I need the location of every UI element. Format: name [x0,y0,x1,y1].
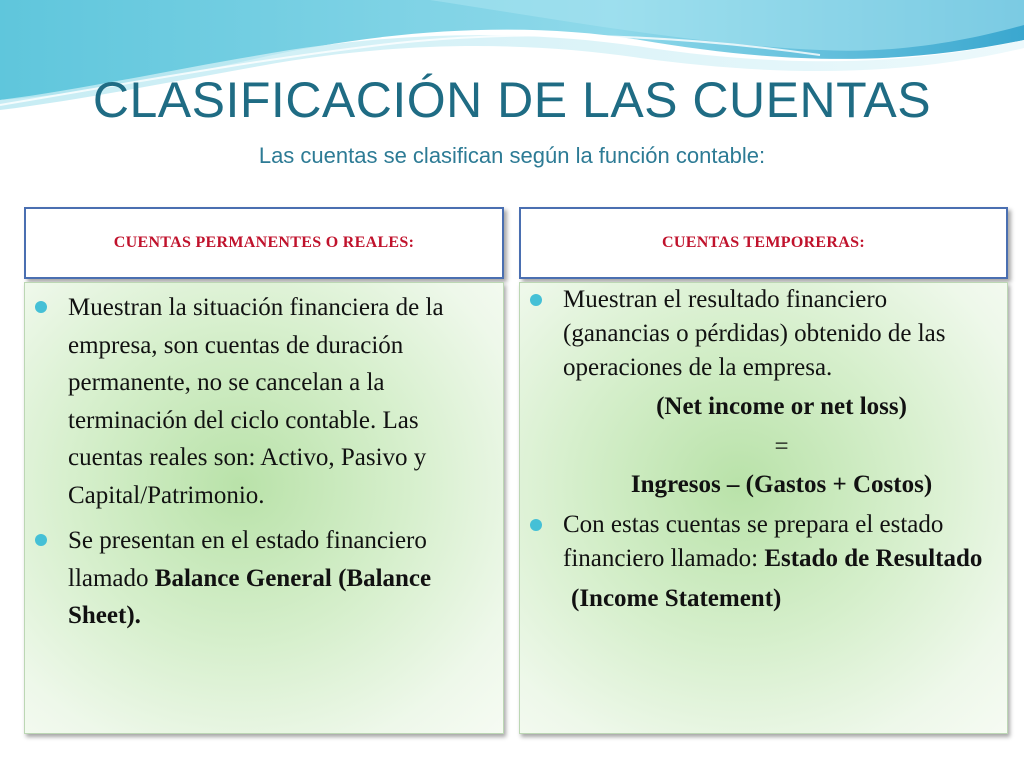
temporary-accounts-list [530,283,1000,616]
permanent-bullet-1-text: Muestran la situación financiera de la empresa, son cuentas de duración permanente, no se cancelan a la terminación del ciclo contable. Las cuentas reales son: Activo, Pasivo y Capital/Patrimonio. [68,294,444,509]
temporary-accounts-header-label: CUENTAS TEMPORERAS: [662,234,865,251]
income-statement-english: (Income Statement) [571,585,782,612]
slide-title: CLASIFICACIÓN DE LAS CUENTAS [92,72,932,128]
bullet-icon [530,294,542,306]
list-item [530,508,1000,616]
slide-subtitle: Las cuentas se clasifican según la función contable: [258,143,766,168]
temporary-bullet-2-text: Con estas cuentas se prepara el estado financiero llamado: [563,511,944,572]
permanent-accounts-header-label: CUENTAS PERMANENTES O REALES: [113,234,415,251]
equals-sign: = [774,433,789,460]
permanent-accounts-header [24,207,504,279]
temporary-bullet-1-text: Muestran el resultado financiero (ganancias o pérdidas) obtenido de las operaciones de la empresa. [563,286,946,381]
income-formula: Ingresos – (Gastos + Costos) [630,471,933,498]
list-item [35,522,495,635]
temporary-accounts-panel [519,282,1008,734]
net-income-formula-label: (Net income or net loss) [656,393,907,420]
bullet-icon [35,301,47,313]
permanent-accounts-list [35,289,495,635]
balance-sheet-label: Balance General (Balance Sheet). [68,564,432,629]
list-item [35,289,495,514]
temporary-accounts-header [519,207,1008,279]
bullet-icon [35,534,47,546]
income-statement-label: Estado de Resultado [764,545,983,572]
bullet-icon [530,519,542,531]
list-item [530,283,1000,502]
permanent-accounts-panel [24,282,504,734]
permanent-bullet-2-text: Se presentan en el estado financiero llamado [68,527,427,592]
